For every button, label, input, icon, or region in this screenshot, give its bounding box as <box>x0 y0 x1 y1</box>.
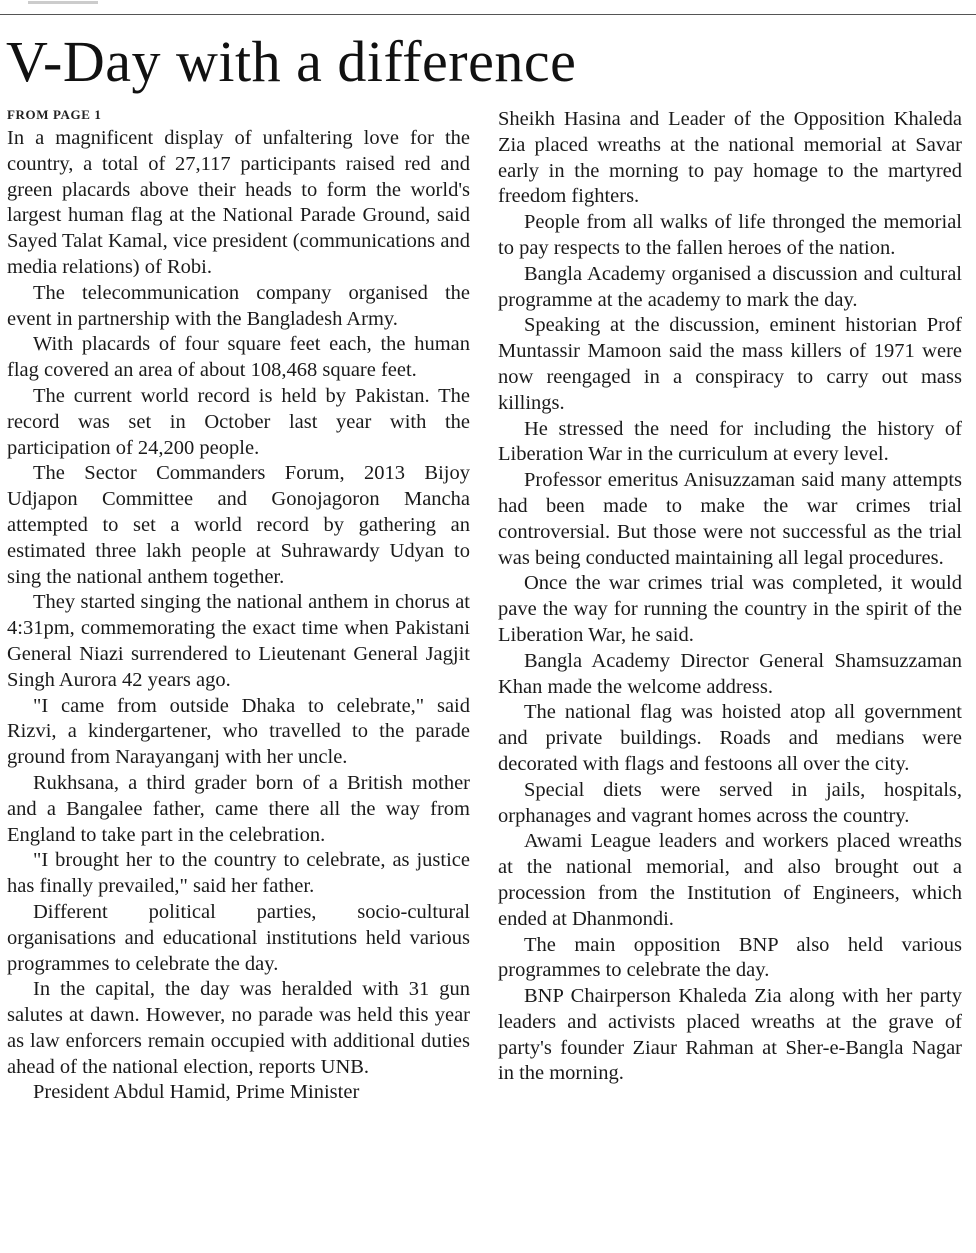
paragraph: Rukhsana, a third grader born of a British mother and a Bangalee father, came there all the way from England to take part in the celebration. <box>7 771 470 846</box>
paragraph: Once the war crimes trial was completed, it would pave the way for running the country in the spirit of the Liberation War, he said. <box>498 572 962 646</box>
paragraph: In a magnificent display of unfaltering love for the country, a total of 27,117 participants raised red and green placards above their heads to form the world's largest human flag at the National Parade Ground, said Sayed Talat Kamal, vice president (communications and media relations) of Robi. <box>7 127 470 278</box>
paragraph: Different political parties, socio-cultural organisations and educational institutions held various programmes to celebrate the day. <box>7 900 470 975</box>
paragraph: Professor emeritus Anisuzzaman said many attempts had been made to make the war crimes trial controversial. But those were not successful as the trial was being conducted maintaining all legal procedures. <box>498 469 962 569</box>
article-column-left <box>7 104 470 1106</box>
paragraph: With placards of four square feet each, the human flag covered an area of about 108,468 square feet. <box>7 333 470 382</box>
paragraph: The telecommunication company organised the event in partnership with the Bangladesh Army. <box>7 281 470 330</box>
paragraph: President Abdul Hamid, Prime Minister <box>33 1081 360 1104</box>
paragraph: The national flag was hoisted atop all government and private buildings. Roads and medians were decorated with flags and festoons all over the city. <box>498 701 962 775</box>
paragraph: The current world record is held by Pakistan. The record was set in October last year with the participation of 24,200 people. <box>7 384 470 459</box>
paragraph: Awami League leaders and workers placed wreaths at the national memorial, and also brought out a procession from the Institution of Engineers, which ended at Dhanmondi. <box>498 830 962 930</box>
paragraph: Speaking at the discussion, eminent historian Prof Muntassir Mamoon said the mass killers of 1971 were now reengaged in a conspiracy to carry out mass killings. <box>498 314 962 414</box>
clipped-header-remnant <box>28 0 108 6</box>
paragraph: Bangla Academy organised a discussion and cultural programme at the academy to mark the day. <box>498 262 962 311</box>
paragraph: "I brought her to the country to celebrate, as justice has finally prevailed," said her father. <box>7 849 470 898</box>
from-page-label: FROM PAGE 1 <box>7 107 102 122</box>
top-rule <box>0 14 976 15</box>
headline: V-Day with a difference <box>6 29 577 94</box>
paragraph: The main opposition BNP also held various programmes to celebrate the day. <box>498 933 962 982</box>
paragraph: The Sector Commanders Forum, 2013 Bijoy Udjapon Committee and Gonojagoron Mancha attempted to set a world record by gathering an estimated three lakh people at Suhrawardy Udyan to sing the national anthem together. <box>7 462 470 588</box>
paragraph: Special diets were served in jails, hospitals, orphanages and vagrant homes across the country. <box>498 778 962 827</box>
paragraph: In the capital, the day was heralded with 31 gun salutes at dawn. However, no parade was held this year as law enforcers remain occupied with additional duties ahead of the national election, reports UNB. <box>7 978 470 1078</box>
paragraph: Sheikh Hasina and Leader of the Opposition Khaleda Zia placed wreaths at the national memorial at Savar early in the morning to pay homage to the martyred freedom fighters. <box>498 108 962 208</box>
article-column-right <box>498 107 962 1087</box>
paragraph: BNP Chairperson Khaleda Zia along with her party leaders and activists placed wreaths at the grave of party's founder Ziaur Rahman at Sher-e-Bangla Nagar in the morning. <box>498 985 962 1085</box>
paragraph: "I came from outside Dhaka to celebrate," said Rizvi, a kindergartener, who travelled to the parade ground from Narayanganj with her uncle. <box>7 694 470 769</box>
paragraph: He stressed the need for including the history of Liberation War in the curriculum at every level. <box>498 417 962 466</box>
paragraph: They started singing the national anthem in chorus at 4:31pm, commemorating the exact time when Pakistani General Niazi surrendered to Lieutenant General Jagjit Singh Aurora 42 years ago. <box>7 591 470 691</box>
paragraph: Bangla Academy Director General Shamsuzzaman Khan made the welcome address. <box>498 649 962 698</box>
paragraph: People from all walks of life thronged the memorial to pay respects to the fallen heroes of the nation. <box>498 211 962 259</box>
